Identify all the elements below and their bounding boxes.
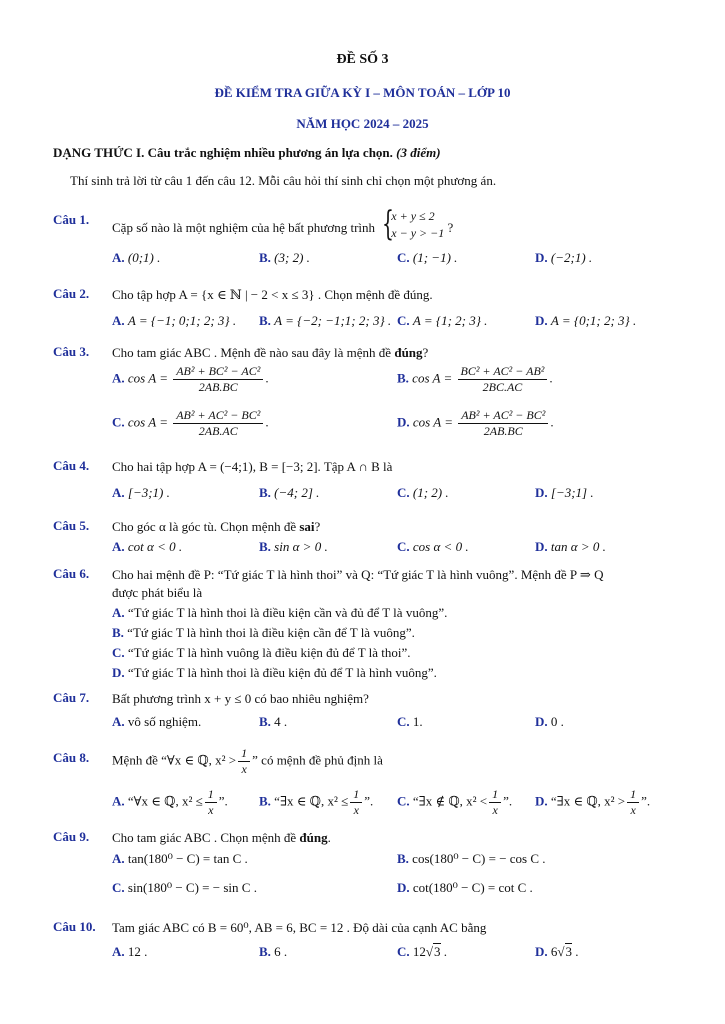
- question-number: Câu 1.: [53, 212, 90, 227]
- question-number: Câu 2.: [53, 286, 90, 301]
- option-label: A.: [112, 250, 125, 265]
- formula-lhs: cos A =: [127, 370, 168, 386]
- option-text: “∃x ∈ ℚ, x² >: [550, 793, 626, 809]
- section-points: (3 điểm): [396, 145, 441, 160]
- option-label: C.: [112, 414, 125, 430]
- denominator: 2AB.BC: [198, 380, 238, 394]
- fraction: [350, 787, 362, 818]
- option-label: B.: [397, 370, 409, 386]
- question-number: Câu 7.: [53, 690, 90, 705]
- option-label: B.: [259, 250, 271, 265]
- inequality-system: [382, 204, 445, 244]
- option-b[interactable]: [397, 364, 553, 395]
- question-number: Câu 10.: [53, 919, 96, 934]
- denominator: x: [241, 762, 247, 776]
- option-a[interactable]: [112, 313, 236, 329]
- denominator: x: [630, 803, 636, 817]
- option-d[interactable]: [535, 539, 606, 555]
- option-label: B.: [397, 851, 409, 866]
- option-b[interactable]: [259, 313, 391, 329]
- option-text: 4 .: [274, 714, 288, 729]
- option-a[interactable]: [112, 787, 228, 818]
- question-text: Cho hai mệnh đề P: “Tứ giác T là hình thoi” và Q: “Tứ giác T là hình vuông”. Mệnh đề P ⇒ Q: [112, 567, 604, 582]
- denominator: x: [492, 803, 498, 817]
- option-a[interactable]: [112, 485, 170, 501]
- option-a[interactable]: [112, 250, 160, 266]
- option-b[interactable]: [259, 944, 287, 960]
- option-label: B.: [259, 539, 271, 554]
- option-text: A = {−1; 0;1; 2; 3} .: [127, 313, 237, 328]
- option-text: 12 .: [127, 944, 148, 959]
- option-a[interactable]: [112, 364, 269, 395]
- option-text: A = {−2; −1;1; 2; 3} .: [274, 313, 392, 328]
- fraction: [458, 364, 548, 395]
- option-text: A = {1; 2; 3} .: [412, 313, 488, 328]
- question-number: Câu 5.: [53, 518, 90, 533]
- option-label: B.: [112, 625, 124, 640]
- option-text: 6 .: [274, 944, 288, 959]
- option-text: cos α < 0 .: [412, 539, 469, 554]
- option-text: (3; 2) .: [274, 250, 310, 265]
- option-c[interactable]: [397, 944, 447, 960]
- option-c[interactable]: [397, 787, 512, 818]
- option-d[interactable]: [112, 665, 437, 681]
- question-stem: Cặp số nào là một nghiệm của hệ bất phương trình: [112, 219, 376, 235]
- option-label: C.: [397, 793, 410, 809]
- option-text: “Tứ giác T là hình thoi là điều kiện cần và đủ để T là vuông”.: [127, 605, 448, 620]
- fraction: [205, 787, 217, 818]
- option-text: (1; 2) .: [412, 485, 449, 500]
- period: .: [327, 830, 331, 845]
- option-text: “Tứ giác T là hình thoi là điều kiện đủ để T là hình vuông”.: [127, 665, 437, 680]
- option-text: 0 .: [550, 714, 564, 729]
- emphasis-word: đúng: [299, 830, 328, 845]
- option-a[interactable]: [112, 851, 248, 867]
- question-mark: ?: [447, 219, 454, 235]
- option-c[interactable]: [112, 408, 269, 439]
- exam-number: ĐỀ SỐ 3: [336, 52, 389, 67]
- option-text: cot α < 0 .: [127, 539, 183, 554]
- option-label: D.: [535, 714, 548, 729]
- numerator: 1: [238, 746, 250, 762]
- period: .: [265, 370, 269, 386]
- option-text: sin(180⁰ − C) = − sin C .: [127, 880, 257, 895]
- option-label: D.: [535, 539, 548, 554]
- option-label: A.: [112, 851, 125, 866]
- option-text: 12: [412, 944, 426, 959]
- option-text: cot(180⁰ − C) = cot C .: [412, 880, 533, 895]
- option-text-end: ”.: [503, 793, 513, 809]
- fraction: [173, 408, 263, 439]
- option-text-end: ”.: [641, 793, 651, 809]
- option-text: 1.: [412, 714, 423, 729]
- fraction: [173, 364, 263, 395]
- period: .: [265, 414, 269, 430]
- fraction: [238, 746, 250, 777]
- inequality-2: x − y > −1: [391, 226, 445, 240]
- option-d[interactable]: [535, 714, 564, 730]
- option-text-end: ”.: [364, 793, 374, 809]
- option-text: “∃x ∉ ℚ, x² <: [412, 793, 488, 809]
- question-text: [112, 204, 702, 246]
- option-text: “Tứ giác T là hình thoi là điều kiện cần để T là vuông”.: [127, 625, 415, 640]
- question-stem-end: ” có mệnh đề phủ định là: [252, 752, 383, 768]
- fraction: [458, 408, 548, 439]
- denominator: 2AB.BC: [483, 424, 523, 438]
- period: .: [572, 944, 579, 959]
- numerator: 1: [627, 787, 639, 803]
- option-b[interactable]: [259, 714, 287, 730]
- formula-lhs: cos A =: [412, 414, 453, 430]
- option-text: (1; −1) .: [412, 250, 458, 265]
- question-number: Câu 8.: [53, 750, 90, 765]
- formula-lhs: cos A =: [127, 414, 168, 430]
- period: .: [440, 944, 448, 959]
- radicand: 3: [434, 944, 441, 959]
- numerator: AB² + AC² − BC²: [458, 408, 548, 424]
- option-d[interactable]: [535, 250, 592, 266]
- option-d[interactable]: [535, 787, 650, 818]
- option-a[interactable]: [112, 605, 447, 621]
- numerator: BC² + AC² − AB²: [458, 364, 548, 380]
- option-text: [−3;1] .: [550, 485, 594, 500]
- option-text: vô số nghiệm.: [127, 714, 202, 729]
- formula-lhs: cos A =: [412, 370, 453, 386]
- option-label: C.: [397, 714, 410, 729]
- radicand: 3: [565, 944, 573, 959]
- option-text: (0;1) .: [127, 250, 161, 265]
- option-text: [−3;1) .: [127, 485, 170, 500]
- question-number: Câu 4.: [53, 458, 90, 473]
- option-text: (−2;1) .: [550, 250, 593, 265]
- fraction: [489, 787, 501, 818]
- question-text: [112, 344, 702, 361]
- question-number: Câu 9.: [53, 829, 90, 844]
- numerator: 1: [489, 787, 501, 803]
- question-mark: ?: [314, 519, 321, 534]
- option-a[interactable]: [112, 944, 147, 960]
- option-label: D.: [535, 485, 548, 500]
- denominator: 2BC.AC: [482, 380, 523, 394]
- question-text: [112, 746, 702, 777]
- option-label: A.: [112, 485, 125, 500]
- option-c[interactable]: [397, 250, 457, 266]
- option-label: A.: [112, 539, 125, 554]
- option-c[interactable]: [397, 313, 487, 329]
- question-stem: Cho tam giác ABC . Mệnh đề nào sau đây là mệnh đề: [112, 345, 392, 360]
- numerator: AB² + AC² − BC²: [173, 408, 263, 424]
- numerator: 1: [350, 787, 362, 803]
- option-b[interactable]: [259, 539, 328, 555]
- option-c[interactable]: [112, 645, 411, 661]
- numerator: 1: [205, 787, 217, 803]
- question-text: Cho hai tập hợp A = (−4;1), B = [−3; 2]. Tập A ∩ B là: [112, 459, 393, 474]
- period: .: [550, 414, 554, 430]
- section-title: DẠNG THỨC I. Câu trắc nghiệm nhiều phương án lựa chọn.: [53, 145, 393, 160]
- option-b[interactable]: [397, 851, 546, 867]
- option-text: cos(180⁰ − C) = − cos C .: [412, 851, 546, 866]
- school-year: NĂM HỌC 2024 – 2025: [296, 116, 429, 131]
- option-b[interactable]: [259, 787, 373, 818]
- question-number: Câu 6.: [53, 566, 90, 581]
- fraction: [627, 787, 639, 818]
- question-text: Tam giác ABC có B = 60⁰, AB = 6, BC = 12 . Độ dài của cạnh AC bằng: [112, 920, 487, 935]
- option-label: C.: [397, 485, 410, 500]
- option-label: C.: [397, 944, 410, 959]
- option-b[interactable]: [259, 250, 310, 266]
- option-label: A.: [112, 714, 125, 729]
- option-a[interactable]: [112, 714, 201, 730]
- option-d[interactable]: [535, 944, 579, 960]
- exam-title: ĐỀ KIỂM TRA GIỮA KỲ I – MÔN TOÁN – LỚP 10: [214, 85, 511, 100]
- option-label: C.: [112, 880, 125, 895]
- option-d[interactable]: [535, 485, 594, 501]
- option-label: D.: [535, 250, 548, 265]
- option-label: D.: [397, 880, 410, 895]
- option-b[interactable]: [259, 485, 319, 501]
- question-text: Cho tập hợp A = {x ∈ ℕ | − 2 < x ≤ 3} . Chọn mệnh đề đúng.: [112, 287, 433, 302]
- option-text: (−4; 2] .: [274, 485, 320, 500]
- option-label: C.: [112, 645, 125, 660]
- question-text: Bất phương trình x + y ≤ 0 có bao nhiêu nghiệm?: [112, 691, 369, 706]
- option-label: D.: [535, 944, 548, 959]
- option-d[interactable]: [397, 880, 533, 896]
- option-label: A.: [112, 793, 125, 809]
- option-label: A.: [112, 944, 125, 959]
- question-stem: Cho góc α là góc tù. Chọn mệnh đề: [112, 519, 297, 534]
- option-label: C.: [397, 250, 410, 265]
- emphasis-word: đúng: [394, 345, 423, 360]
- question-stem: Cho tam giác ABC . Chọn mệnh đề: [112, 830, 297, 845]
- option-text: “∃x ∈ ℚ, x² ≤: [274, 793, 349, 809]
- sqrt-icon: √: [425, 944, 434, 959]
- option-c[interactable]: [397, 485, 449, 501]
- brace-icon: {: [382, 204, 395, 244]
- denominator: x: [208, 803, 214, 817]
- option-label: B.: [259, 714, 271, 729]
- question-stem: Mệnh đề “∀x ∈ ℚ, x² >: [112, 752, 237, 768]
- option-text: tan α > 0 .: [550, 539, 606, 554]
- option-d[interactable]: [397, 408, 554, 439]
- option-label: D.: [535, 793, 548, 809]
- question-number: Câu 3.: [53, 344, 90, 359]
- option-label: B.: [259, 793, 271, 809]
- option-c[interactable]: [397, 714, 423, 730]
- question-text-cont: được phát biểu là: [112, 585, 203, 600]
- option-b[interactable]: [112, 625, 415, 641]
- question-mark: ?: [422, 345, 429, 360]
- section-heading: [53, 145, 441, 161]
- emphasis-word: sai: [299, 519, 315, 534]
- option-label: B.: [259, 313, 271, 328]
- option-label: B.: [259, 485, 271, 500]
- option-label: C.: [397, 313, 410, 328]
- option-text: “Tứ giác T là hình vuông là điều kiện đủ để T là thoi”.: [127, 645, 411, 660]
- option-text: tan(180⁰ − C) = tan C .: [127, 851, 248, 866]
- denominator: 2AB.AC: [198, 424, 238, 438]
- option-text: A = {0;1; 2; 3} .: [550, 313, 637, 328]
- option-label: B.: [259, 944, 271, 959]
- option-label: A.: [112, 605, 125, 620]
- option-label: A.: [112, 313, 125, 328]
- option-label: C.: [397, 539, 410, 554]
- option-text: “∀x ∈ ℚ, x² ≤: [127, 793, 203, 809]
- option-text: sin α > 0 .: [274, 539, 328, 554]
- option-text-end: ”.: [218, 793, 228, 809]
- option-label: D.: [535, 313, 548, 328]
- period: .: [549, 370, 553, 386]
- option-label: D.: [112, 665, 125, 680]
- question-text: [112, 518, 702, 535]
- option-label: A.: [112, 370, 125, 386]
- option-c[interactable]: [397, 539, 469, 555]
- question-text: [112, 829, 702, 846]
- denominator: x: [353, 803, 359, 817]
- numerator: AB² + BC² − AC²: [173, 364, 263, 380]
- sqrt-icon: √: [557, 944, 565, 959]
- option-label: D.: [397, 414, 410, 430]
- option-d[interactable]: [535, 313, 636, 329]
- inequality-1: x + y ≤ 2: [391, 209, 435, 223]
- option-a[interactable]: [112, 539, 182, 555]
- option-text: 6: [550, 944, 558, 959]
- section-instruction: Thí sinh trả lời từ câu 1 đến câu 12. Mỗi câu hỏi thí sinh chỉ chọn một phương án.: [70, 173, 497, 188]
- option-c[interactable]: [112, 880, 257, 896]
